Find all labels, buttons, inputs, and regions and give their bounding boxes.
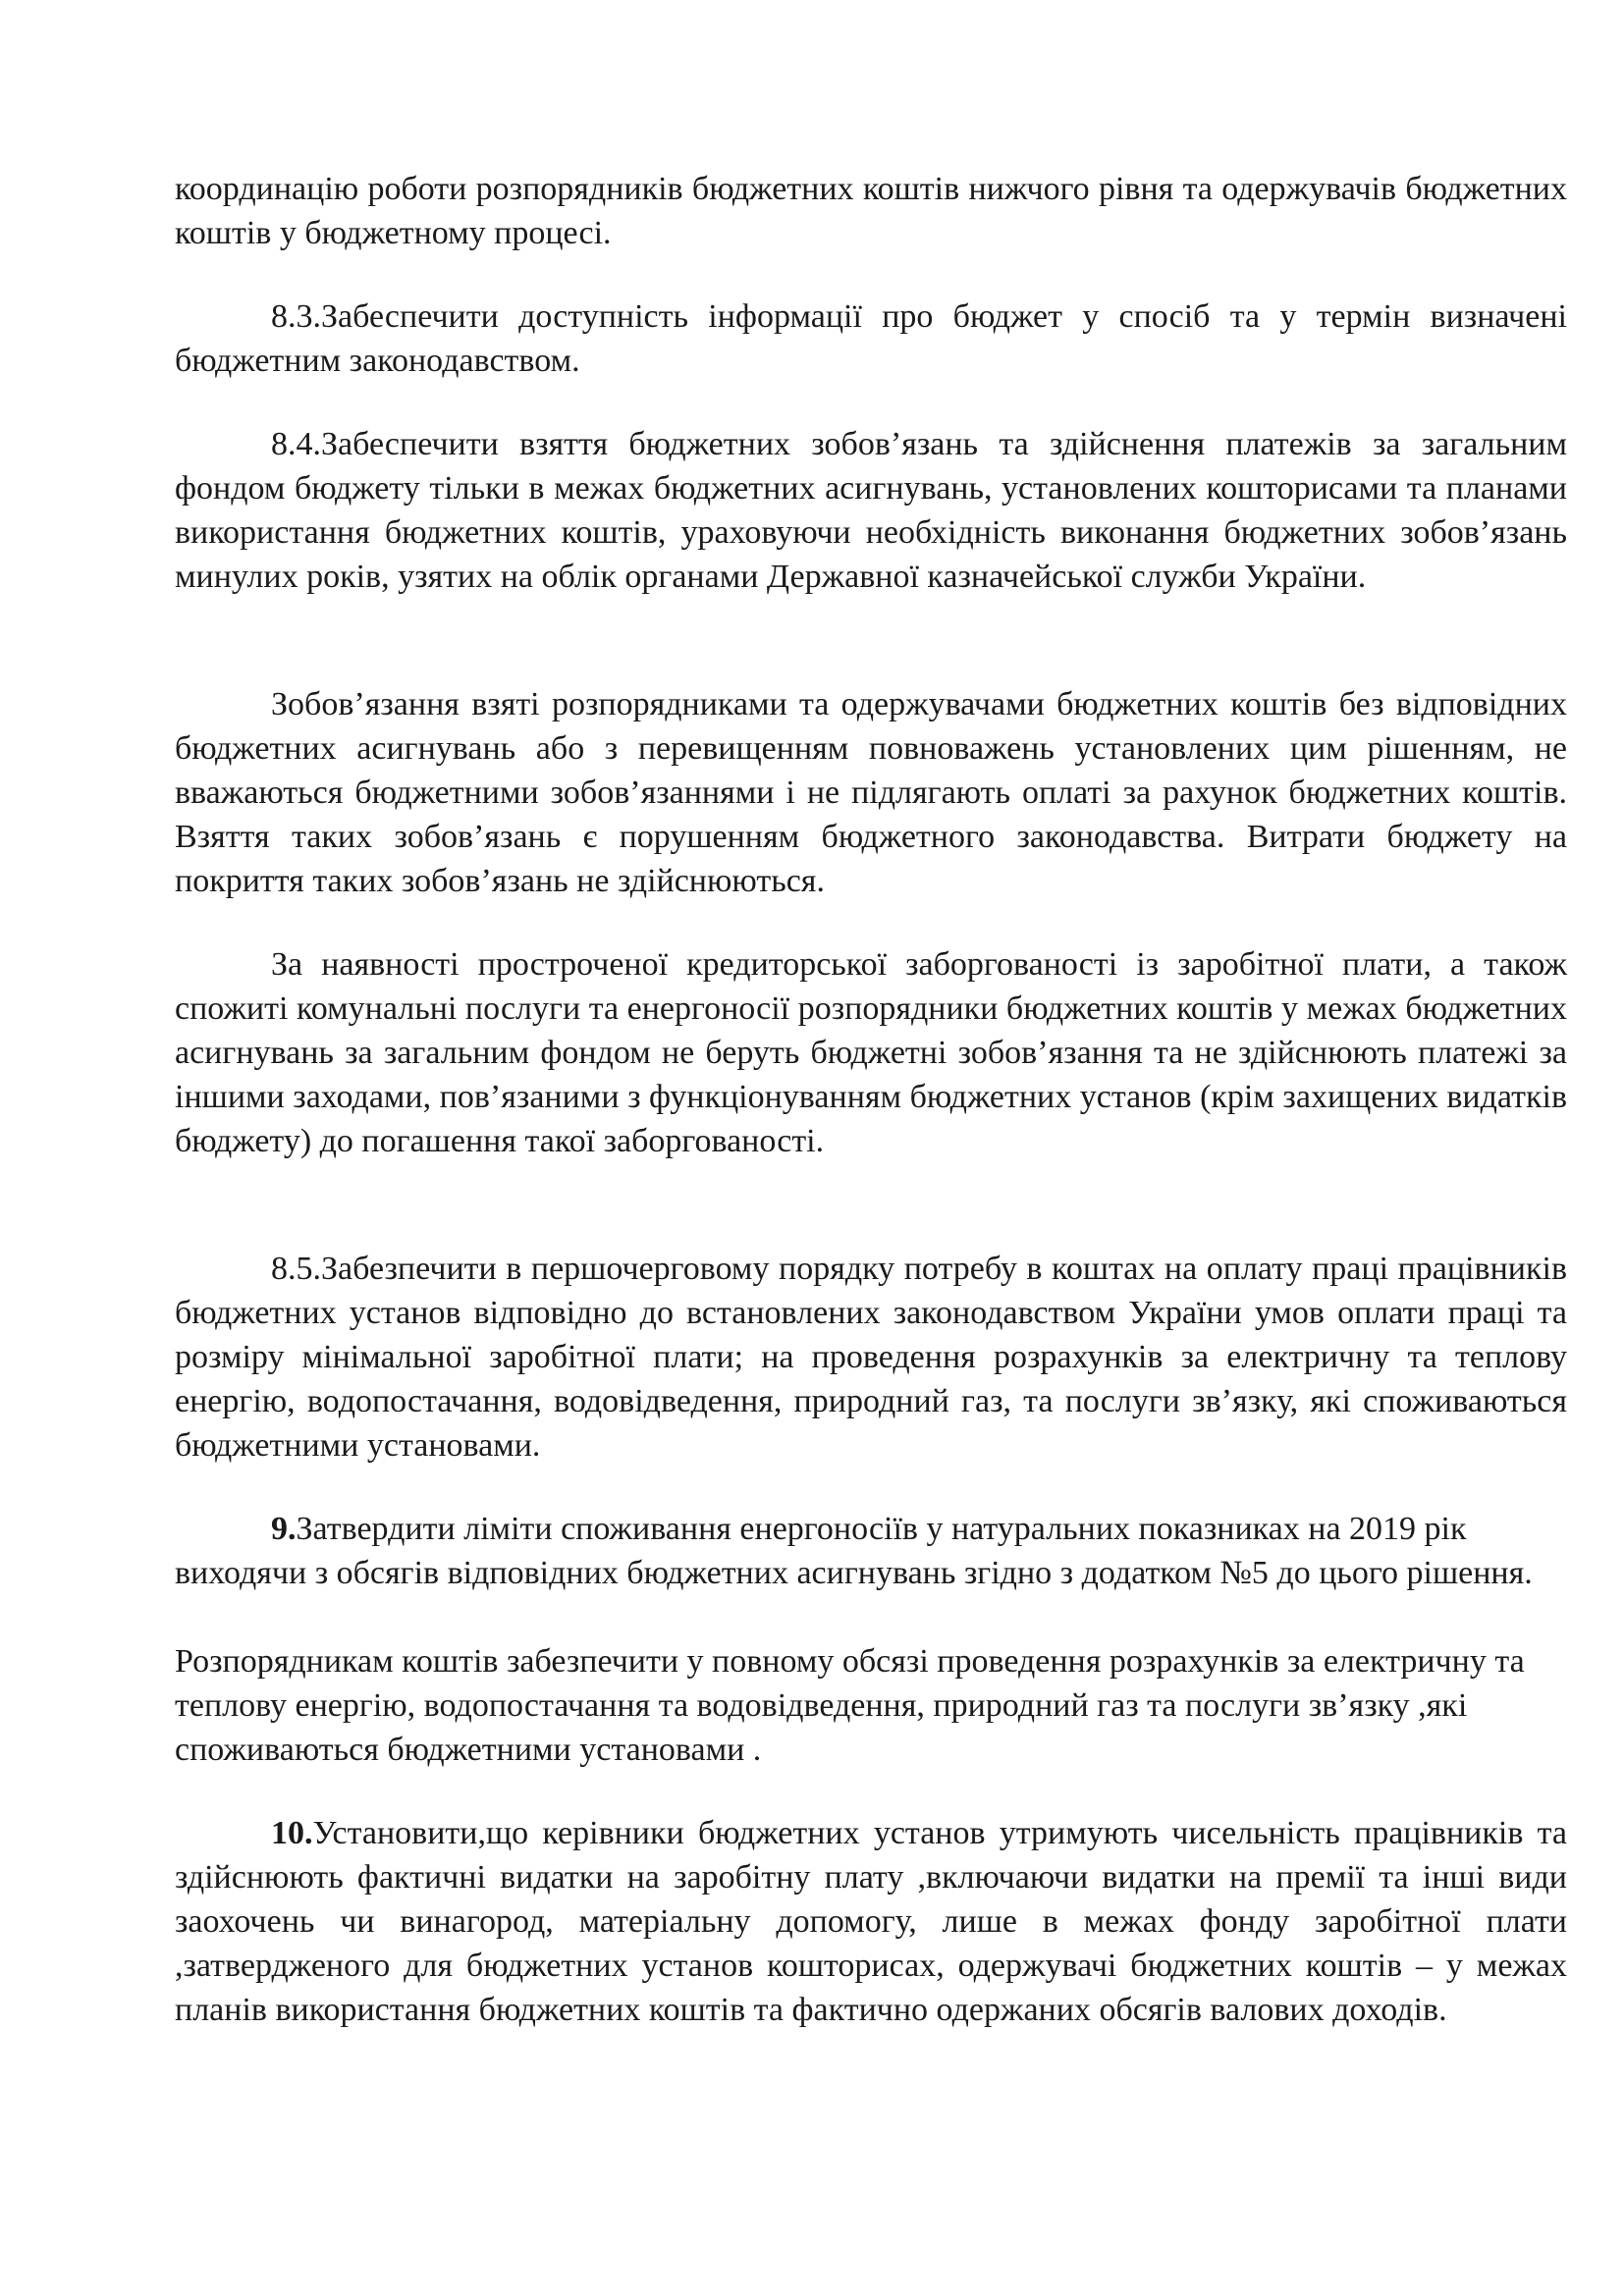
paragraph-budget-coordination: координацію роботи розпорядників бюджетних коштів нижчого рівня та одержувачів бюджетних коштів у бюджетному процесі. [175,171,1567,251]
paragraph-10-text: Установити,що керівники бюджетних установ утримують чисельність працівників та здійснюють фактичні видатки на заробітну плату ,включаючи видатки на премії та інші види заохочень чи винагород, матеріальну допомогу, лише в межах фонду заробітної плати ,затвердженого для бюджетних установ кошторисах, одержувачі бюджетних коштів – у межах планів використання бюджетних коштів та фактично одержаних обсягів валових доходів. [175,1815,1567,2028]
paragraph-9 [175,1507,1567,1595]
paragraph-arrears: За наявності простроченої кредиторської заборгованості із заробітної плати, а також спожиті комунальні послуги та енергоносії розпорядники бюджетних коштів у межах бюджетних асигнувань за загальним фондом не беруть бюджетні зобов’язання та не здійснюють платежі за іншими заходами, пов’язаними з функціонуванням бюджетних установ (крім захищених видатків бюджету) до погашення такої заборгованості. [175,946,1567,1159]
paragraph-obligations: Зобов’язання взяті розпорядниками та одержувачами бюджетних коштів без відповідних бюджетних асигнувань або з перевищенням повноважень установлених цим рішенням, не вважаються бюджетними зобов’язаннями і не підлягають оплаті за рахунок бюджетних коштів. Взяття таких зобов’язань є порушенням бюджетного законодавства. Витрати бюджету на покриття таких зобов’язань не здійснюються. [175,686,1567,899]
paragraph-8-4: 8.4.Забеспечити взяття бюджетних зобов’язань та здійснення платежів за загальним фондом бюджету тільки в межах бюджетних асигнувань, установлених кошторисами та планами використання бюджетних коштів, ураховуючи необхідність виконання бюджетних зобов’язань минулих років, узятих на облік органами Державної казначейської служби України. [175,426,1567,595]
paragraph-10 [175,1811,1567,2032]
paragraph-8-3: 8.3.Забеспечити доступність інформації про бюджет у спосіб та у термін визначені бюджетним законодавством. [175,298,1567,379]
paragraph-9-text: Затвердити ліміти споживання енергоносіїв у натуральних показниках на 2019 рік виходячи з обсягів відповідних бюджетних асигнувань згідно з додатком №5 до цього рішення. [175,1511,1533,1591]
clause-number-10: 10. [271,1815,313,1851]
paragraph-8-5: 8.5.Забезпечити в першочерговому порядку потребу в коштах на оплату праці працівників бюджетних установ відповідно до встановлених законодавством України умов оплати праці та розміру мінімальної заробітної плати; на проведення розрахунків за електричну та теплову енергію, водопостачання, водовідведення, природний газ, та послуги зв’язку, які споживаються бюджетними установами. [175,1251,1567,1464]
clause-number-9: 9. [271,1511,297,1547]
paragraph-fund-managers: Розпорядникам коштів забезпечити у повному обсязі проведення розрахунків за електричну та теплову енергію, водопостачання та водовідведення, природний газ та послуги зв’язку ,які споживаються бюджетними установами . [175,1643,1525,1768]
